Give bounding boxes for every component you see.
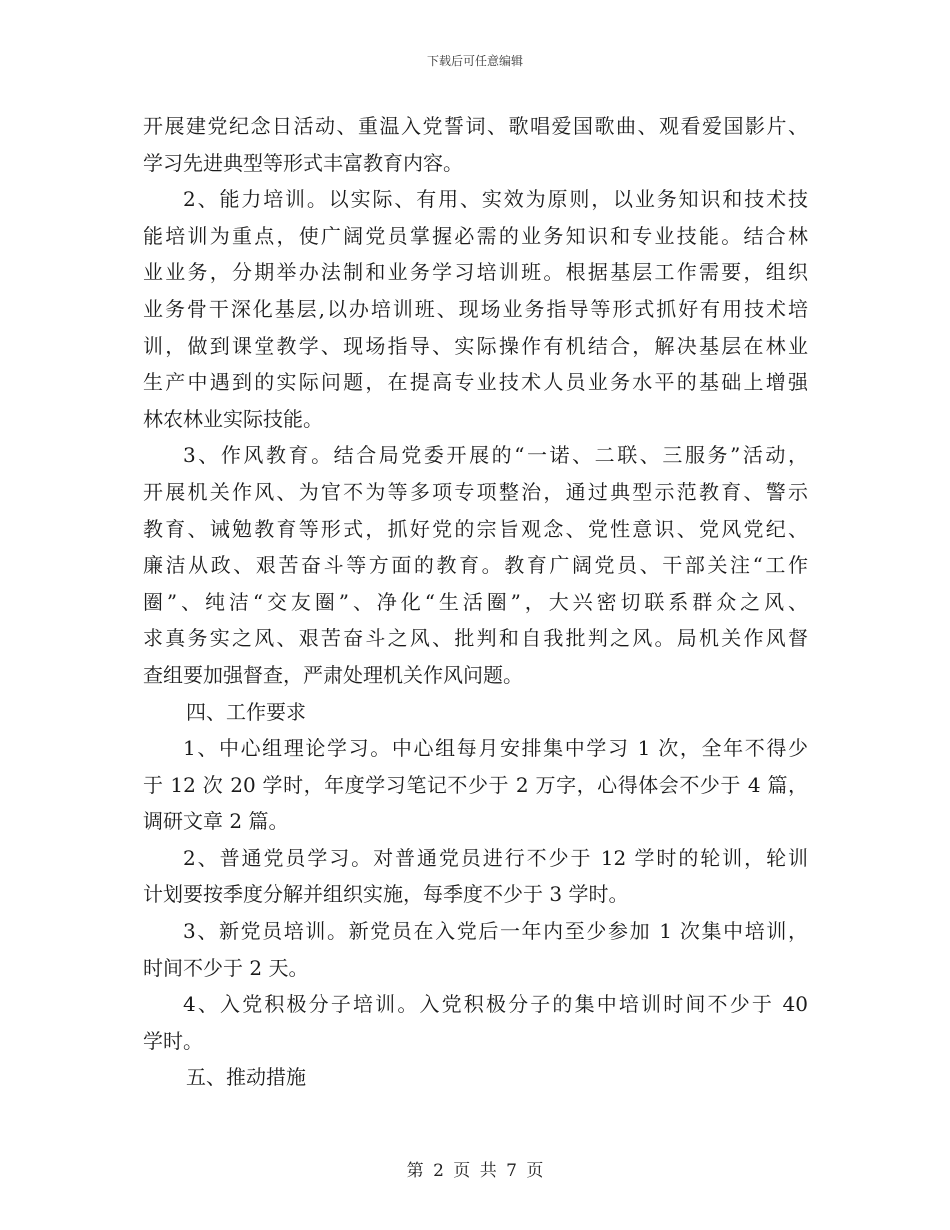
paragraph-line: 能培训为重点，使广阔党员掌握必需的业务知识和专业技能。结合林 (143, 223, 808, 248)
paragraph-line: 2、普通党员学习。对普通党员进行不少于 12 学时的轮训，轮训 (183, 845, 808, 870)
paragraph-line: 2、能力培训。以实际、有用、实效为原则，以业务知识和技术技 (183, 187, 808, 212)
paragraph-line: 圈”、纯洁“交友圈”、净化“生活圈”，大兴密切联系群众之风、 (143, 589, 808, 614)
paragraph-line: 学时。 (143, 1028, 203, 1053)
section-heading: 四、工作要求 (186, 699, 306, 724)
paragraph-line: 查组要加强督查，严肃处理机关作风问题。 (143, 662, 523, 687)
paragraph-line: 学习先进典型等形式丰富教育内容。 (143, 150, 463, 175)
paragraph-line: 业业务，分期举办法制和业务学习培训班。根据基层工作需要，组织 (143, 260, 808, 285)
paragraph-line: 3、新党员培训。新党员在入党后一年内至少参加 1 次集中培训， (183, 919, 808, 944)
paragraph-line: 开展建党纪念日活动、重温入党誓词、歌唱爱国歌曲、观看爱国影片、 (143, 114, 808, 138)
paragraph-line: 廉洁从政、艰苦奋斗等方面的教育。教育广阔党员、干部关注“工作 (143, 553, 808, 578)
paragraph-line: 时间不少于 2 天。 (143, 955, 309, 980)
paragraph-line: 4、入党积极分子培训。入党积极分子的集中培训时间不少于 40 (183, 992, 808, 1017)
section-heading: 五、推动措施 (186, 1065, 306, 1090)
paragraph-line: 计划要按季度分解并组织实施，每季度不少于 3 学时。 (143, 882, 629, 907)
paragraph-line: 开展机关作风、为官不为等多项专项整治，通过典型示范教育、警示 (143, 479, 808, 504)
paragraph-line: 1、中心组理论学习。中心组每月安排集中学习 1 次，全年不得少 (183, 736, 808, 761)
paragraph-line: 教育、诫勉教育等形式，抓好党的宗旨观念、党性意识、党风党纪、 (143, 516, 808, 541)
paragraph-line: 3、作风教育。结合局党委开展的“一诺、二联、三服务”活动， (183, 443, 808, 468)
paragraph-line: 求真务实之风、艰苦奋斗之风、批判和自我批判之风。局机关作风督 (143, 626, 808, 651)
paragraph-line: 林农林业实际技能。 (143, 406, 323, 431)
paragraph-line: 业务骨干深化基层,以办培训班、现场业务指导等形式抓好有用技术培 (143, 296, 808, 321)
page-number-footer: 第 2 页 共 7 页 (406, 1161, 544, 1181)
page-header: 下载后可任意编辑 (426, 54, 523, 68)
paragraph-line: 生产中遇到的实际问题，在提高专业技术人员业务水平的基础上增强 (143, 370, 808, 395)
paragraph-line: 调研文章 2 篇。 (143, 809, 289, 834)
paragraph-line: 训，做到课堂教学、现场指导、实际操作有机结合，解决基层在林业 (143, 333, 808, 358)
document-body (143, 108, 808, 1096)
paragraph-line: 于 12 次 20 学时，年度学习笔记不少于 2 万字，心得体会不少于 4 篇， (143, 772, 808, 797)
